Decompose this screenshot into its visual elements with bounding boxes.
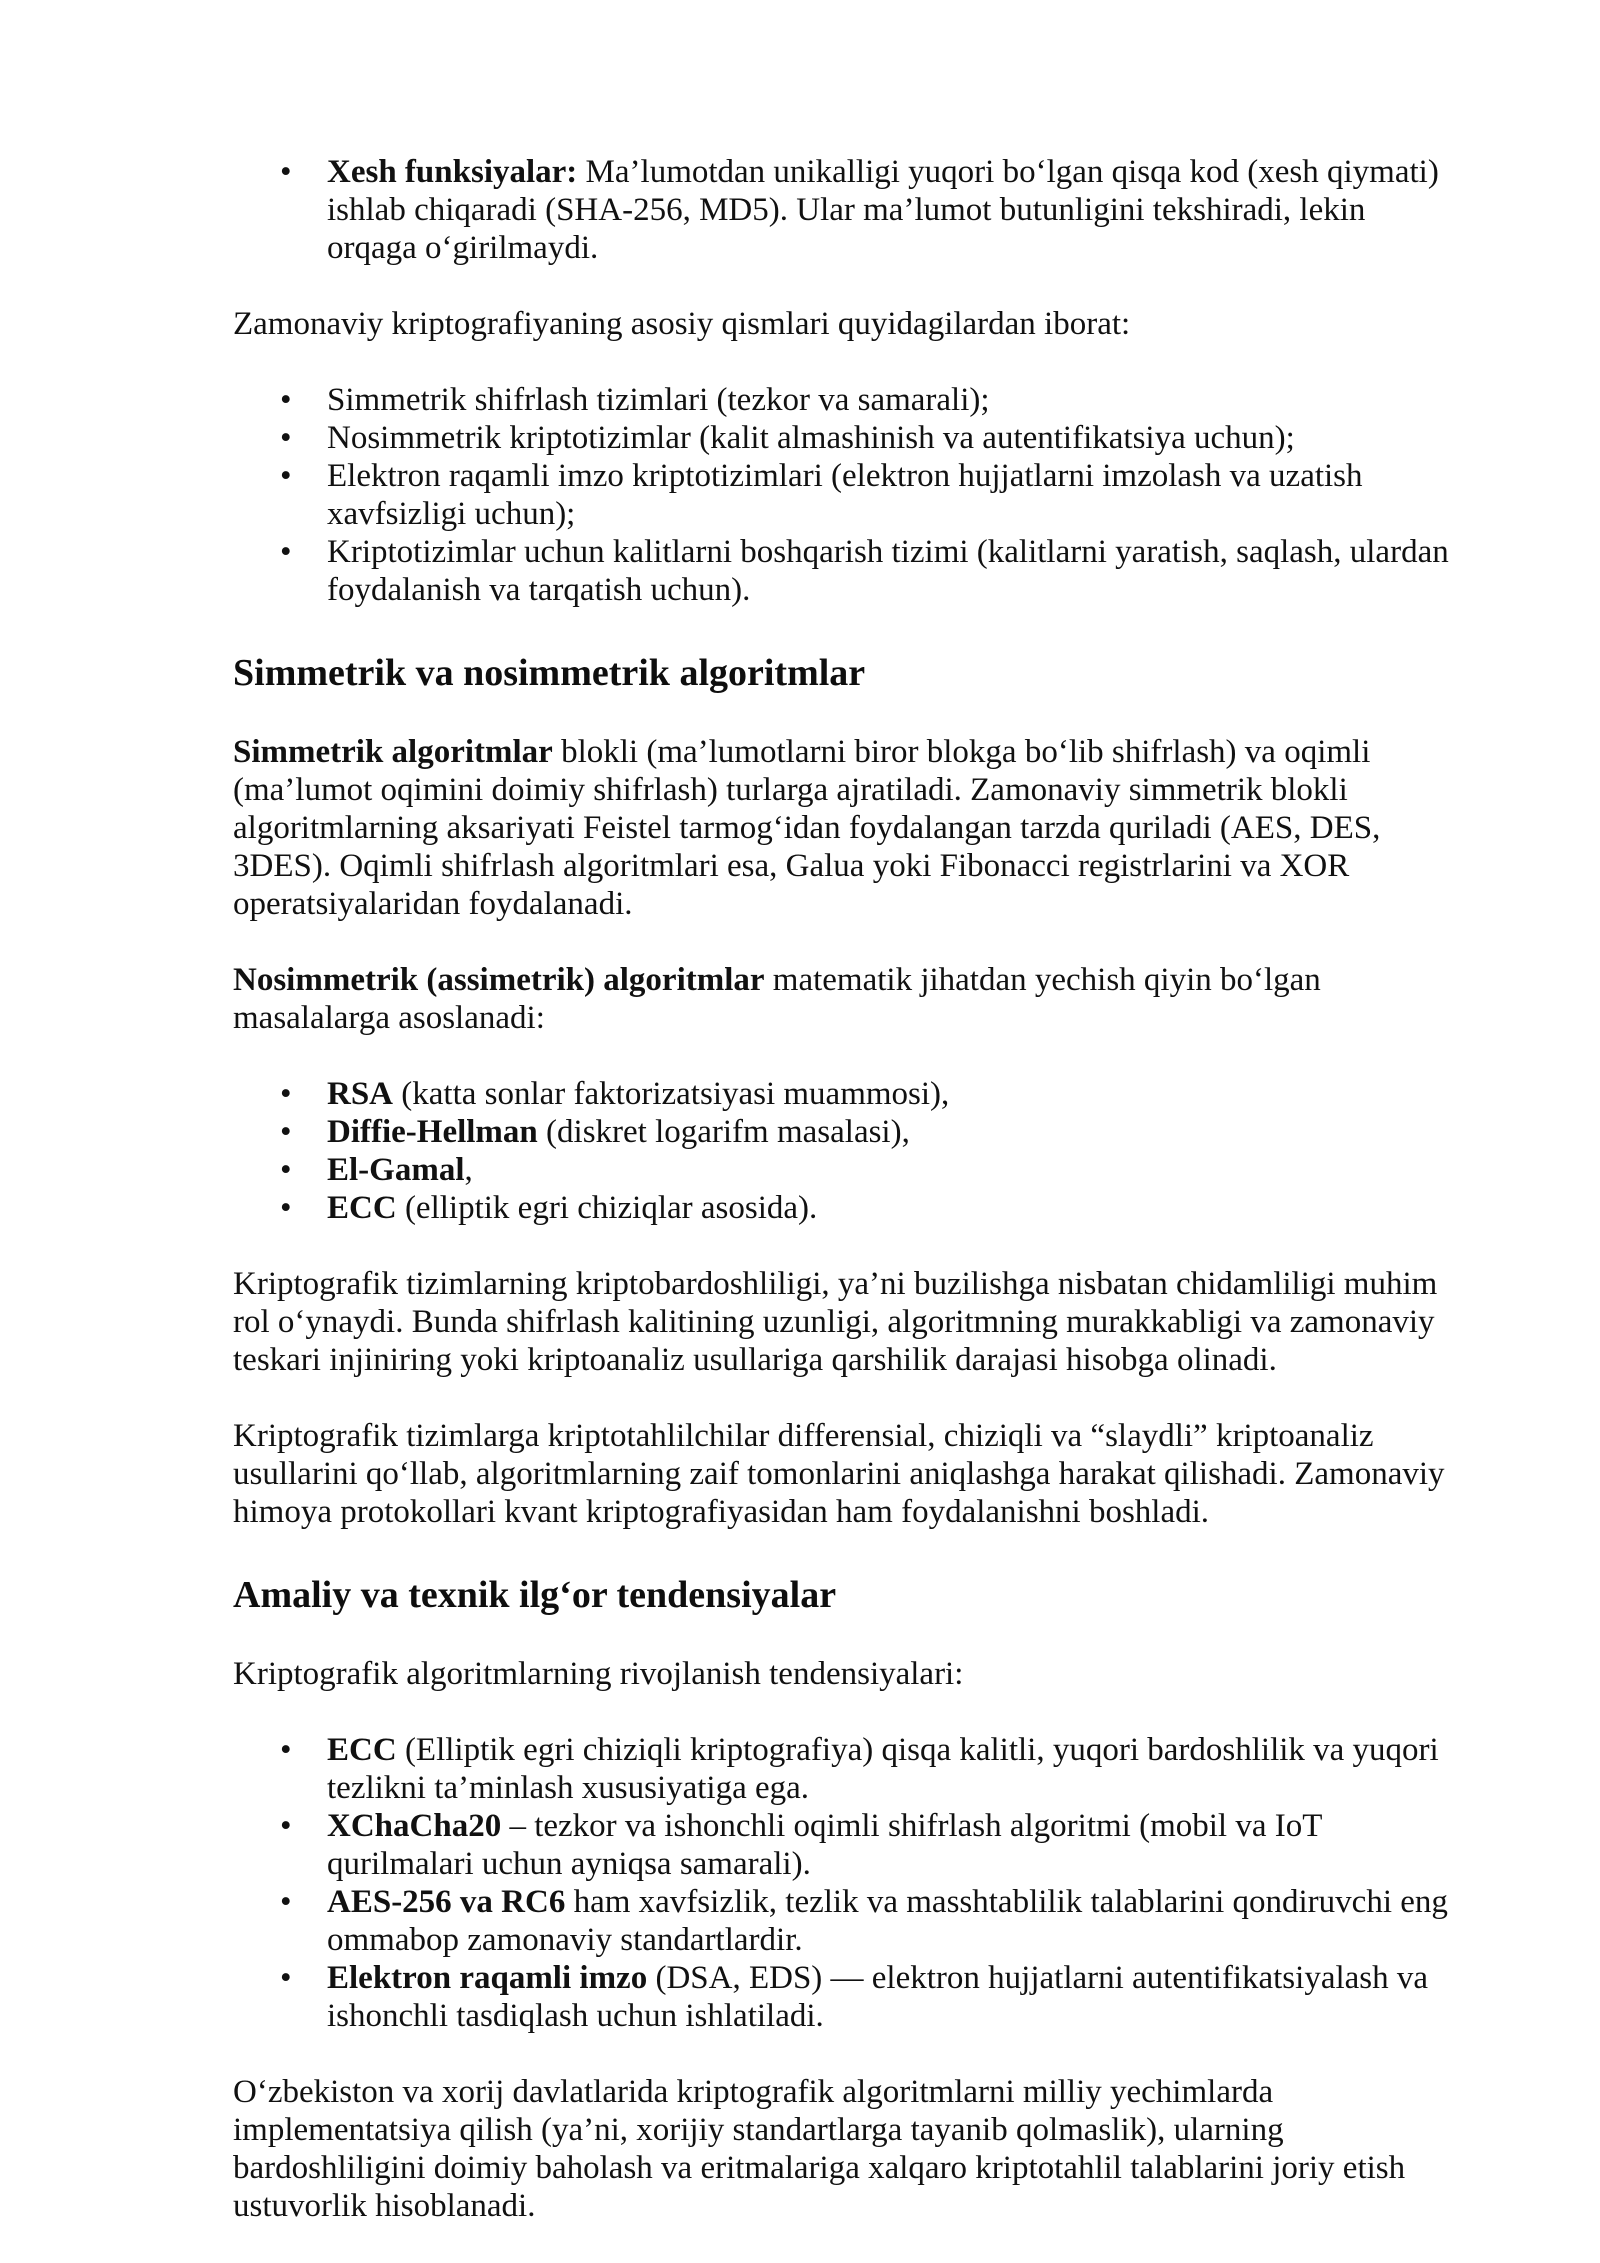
text-run: blokli (ma’lumotlarni biror blokga bo‘lib shifrlash) va oqimli (ma’lumot oqimini doimiy shifrlash) turlarga ajratiladi. Zamonaviy simmetrik blokli algoritmlarning aksariyati Feistel tarmog‘idan foydalangan tarzda quriladi (AES, DES, 3DES). Oqimli shifrlash algoritmlari esa, Galua yoki Fibonacci registrlarini va XOR operatsiyalaridan foydalanadi. — [233, 734, 1381, 922]
text-run: Kriptotizimlar uchun kalitlarni boshqarish tizimi (kalitlarni yaratish, saqlash, ulardan foydalanish va tarqatish uchun). — [327, 534, 1449, 608]
bold-lead: Simmetrik algoritmlar — [233, 734, 553, 770]
bold-lead: Nosimmetrik (assimetrik) algoritmlar — [233, 962, 765, 998]
text-run: (diskret logarifm masalasi), — [537, 1114, 910, 1150]
bold-lead: AES-256 va RC6 — [327, 1884, 566, 1920]
paragraph — [233, 961, 1460, 1037]
list-item — [327, 419, 1460, 457]
intro-bullet-list — [233, 153, 1460, 267]
bold-lead: Elektron raqamli imzo — [327, 1960, 648, 1996]
list-item — [327, 1075, 1460, 1113]
document-content — [233, 153, 1460, 2263]
list-item — [327, 1151, 1460, 1189]
list-item — [327, 1189, 1460, 1227]
bold-lead: El-Gamal — [327, 1152, 465, 1188]
bold-lead: ECC — [327, 1190, 397, 1226]
list-item — [327, 381, 1460, 419]
bold-lead: Diffie-Hellman — [327, 1114, 538, 1150]
text-run: Elektron raqamli imzo kriptotizimlari (elektron hujjatlarni imzolash va uzatish xavfsizligi uchun); — [327, 458, 1363, 532]
bold-lead: XChaCha20 — [327, 1808, 502, 1844]
trends-bullet-list — [233, 1731, 1460, 2035]
text-run: (elliptik egri chiziqlar asosida). — [396, 1190, 818, 1226]
text-run: (katta sonlar faktorizatsiyasi muammosi), — [393, 1076, 950, 1112]
asymmetric-algorithms-bullet-list — [233, 1075, 1460, 1227]
list-item — [327, 1807, 1460, 1883]
list-item — [327, 1883, 1460, 1959]
list-item — [327, 533, 1460, 609]
list-item — [327, 457, 1460, 533]
paragraph: Kriptografik algoritmlarning rivojlanish tendensiyalari: — [233, 1656, 964, 1692]
text-run: – tezkor va ishonchli oqimli shifrlash algoritmi (mobil va IoT qurilmalari uchun ayniqsa samarali). — [327, 1808, 1322, 1882]
text-run: (Elliptik egri chiziqli kriptografiya) qisqa kalitli, yuqori bardoshlilik va yuqori tezlikni ta’minlash xususiyatiga ega. — [327, 1732, 1439, 1806]
text-run: Nosimmetrik kriptotizimlar (kalit almashinish va autentifikatsiya uchun); — [327, 420, 1295, 456]
list-item — [327, 1959, 1460, 2035]
text-run: Ma’lumotdan unikalligi yuqori bo‘lgan qisqa kod (xesh qiymati) ishlab chiqaradi (SHA-256, MD5). Ular ma’lumot butunligini tekshiradi, lekin orqaga o‘girilmaydi. — [327, 154, 1439, 266]
bold-lead: ECC — [327, 1732, 397, 1768]
section-heading-trends: Amaliy va texnik ilg‘or tendensiyalar — [233, 1574, 837, 1616]
components-bullet-list — [233, 381, 1460, 609]
paragraph: O‘zbekiston va xorij davlatlarida kriptografik algoritmlarni milliy yechimlarda implementatsiya qilish (ya’ni, xorijiy standartlarga tayanib qolmaslik), ularning bardoshliligini doimiy baholash va eritmalariga xalqaro kriptotahlil talablarini joriy etish ustuvorlik hisoblanadi. — [233, 2074, 1406, 2224]
bold-lead: Xesh funksiyalar: — [327, 154, 578, 190]
section-heading-symmetric: Simmetrik va nosimmetrik algoritmlar — [233, 652, 866, 694]
text-run: matematik jihatdan yechish qiyin bo‘lgan masalalarga asoslanadi: — [233, 962, 1321, 1036]
list-item — [327, 1731, 1460, 1807]
paragraph: Kriptografik tizimlarning kriptobardoshliligi, ya’ni buzilishga nisbatan chidamliligi muhim rol o‘ynaydi. Bunda shifrlash kalitining uzunligi, algoritmning murakkabligi va zamonaviy teskari injiniring yoki kriptoanaliz usullariga qarshilik darajasi hisobga olinadi. — [233, 1266, 1438, 1378]
paragraph: Kriptografik tizimlarga kriptotahlilchilar differensial, chiziqli va “slaydli” kriptoanaliz usullarini qo‘llab, algoritmlarning zaif tomonlarini aniqlashga harakat qilishadi. Zamonaviy himoya protokollari kvant kriptografiyasidan ham foydalanishni boshladi. — [233, 1418, 1445, 1530]
paragraph: Zamonaviy kriptografiyaning asosiy qismlari quyidagilardan iborat: — [233, 306, 1131, 342]
text-run: ham xavfsizlik, tezlik va masshtablilik talablarini qondiruvchi eng ommabop zamonaviy standartlardir. — [327, 1884, 1448, 1958]
text-run: Simmetrik shifrlash tizimlari (tezkor va samarali); — [327, 382, 990, 418]
text-run: , — [464, 1152, 473, 1188]
text-run: (DSA, EDS) — elektron hujjatlarni autentifikatsiyalash va ishonchli tasdiqlash uchun ishlatiladi. — [327, 1960, 1429, 2034]
bold-lead: RSA — [327, 1076, 394, 1112]
paragraph — [233, 733, 1460, 923]
list-item — [327, 1113, 1460, 1151]
list-item — [327, 153, 1460, 267]
